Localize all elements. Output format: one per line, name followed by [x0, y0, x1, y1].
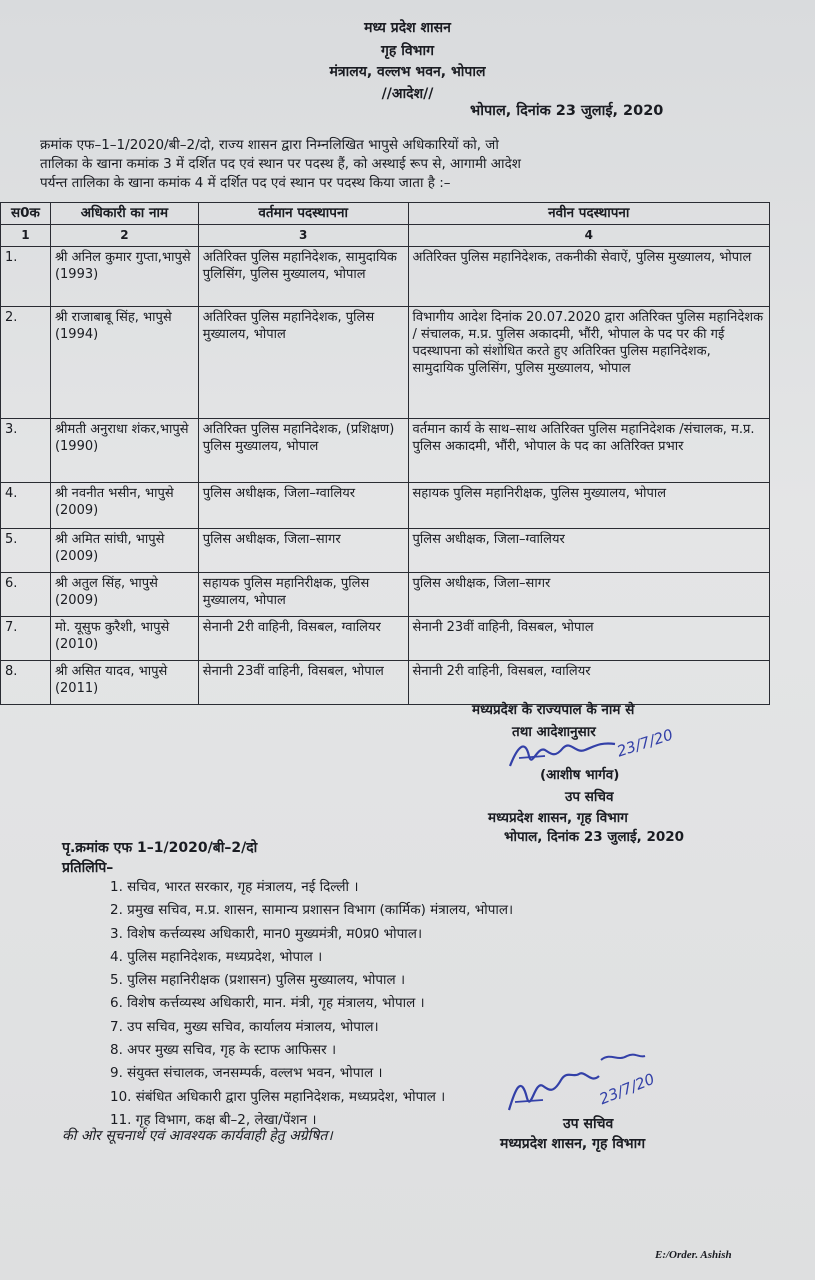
- authority-line-2: तथा आदेशानुसार: [512, 724, 596, 740]
- col-header-current: वर्तमान पदस्थापना: [198, 203, 408, 225]
- copy-label: प्रतिलिपि–: [62, 860, 114, 876]
- table-row: [1, 529, 770, 573]
- cell-new: सेनानी 2री वाहिनी, विसबल, ग्वालियर: [408, 661, 769, 705]
- list-item: 4. पुलिस महानिदेशक, मध्यप्रदेश, भोपाल ।: [110, 948, 323, 965]
- cell-name: श्री अनिल कुमार गुप्ता,भापुसे (1993): [50, 247, 198, 307]
- header-line-department: गृह विभाग: [381, 43, 434, 59]
- footer-file-ref: E:/Order. Ashish: [655, 1249, 732, 1261]
- copy-list: [110, 876, 513, 1132]
- order-date: भोपाल, दिनांक 23 जुलाई, 2020: [470, 103, 664, 119]
- table-number-row: [1, 225, 770, 247]
- list-item: 10. संबंधित अधिकारी द्वारा पुलिस महानिदेशक, मध्यप्रदेश, भोपाल ।: [110, 1088, 446, 1105]
- table-row: [1, 307, 770, 419]
- list-item: 7. उप सचिव, मुख्य सचिव, कार्यालय मंत्रालय, भोपाल।: [110, 1018, 379, 1035]
- cell-current: पुलिस अधीक्षक, जिला–ग्वालियर: [198, 483, 408, 529]
- table-row: [1, 419, 770, 483]
- cell-sno: 5.: [1, 529, 51, 573]
- cell-new: पुलिस अधीक्षक, जिला–सागर: [408, 573, 769, 617]
- list-item: 6. विशेष कर्त्तव्यस्थ अधिकारी, मान. मंत्री, गृह मंत्रालय, भोपाल ।: [110, 995, 425, 1012]
- col-number: 2: [50, 225, 198, 247]
- cell-new: पुलिस अधीक्षक, जिला–ग्वालियर: [408, 529, 769, 573]
- table-row: [1, 247, 770, 307]
- handwritten-date-1: 23/7/20: [614, 725, 676, 761]
- cell-sno: 6.: [1, 573, 51, 617]
- table-row: [1, 573, 770, 617]
- col-number: 1: [1, 225, 51, 247]
- cell-sno: 7.: [1, 617, 51, 661]
- col-header-sno: स0क: [1, 203, 51, 225]
- cell-current: पुलिस अधीक्षक, जिला–सागर: [198, 529, 408, 573]
- copy-reference: पृ.क्रमांक एफ 1–1/2020/बी–2/दो: [62, 840, 258, 856]
- cell-sno: 2.: [1, 307, 51, 419]
- posting-table: [0, 202, 770, 705]
- table-row: [1, 483, 770, 529]
- cell-current: सेनानी 23वीं वाहिनी, विसबल, भोपाल: [198, 661, 408, 705]
- cell-sno: 8.: [1, 661, 51, 705]
- closing-line: की ओर सूचनार्थ एवं आवश्यक कार्यवाही हेतु अग्रेषित।: [62, 1128, 333, 1144]
- col-header-new: नवीन पदस्थापना: [408, 203, 769, 225]
- signatory2-designation: उप सचिव: [563, 1116, 614, 1132]
- list-item: 2. प्रमुख सचिव, म.प्र. शासन, सामान्य प्रशासन विभाग (कार्मिक) मंत्रालय, भोपाल।: [110, 902, 514, 919]
- cell-sno: 4.: [1, 483, 51, 529]
- header-line-state: मध्य प्रदेश शासन: [364, 20, 451, 36]
- cell-name: श्रीमती अनुराधा शंकर,भापुसे (1990): [50, 419, 198, 483]
- header-line-address: मंत्रालय, वल्लभ भवन, भोपाल: [329, 64, 486, 80]
- cell-name: श्री राजाबाबू सिंह, भापुसे (1994): [50, 307, 198, 419]
- cell-name: श्री नवनीत भसीन, भापुसे (2009): [50, 483, 198, 529]
- signatory-name: (आशीष भार्गव): [540, 767, 620, 783]
- col-number: 3: [198, 225, 408, 247]
- list-item: 3. विशेष कर्त्तव्यस्थ अधिकारी, मान0 मुख्यमंत्री, म0प्र0 भोपाल।: [110, 925, 423, 942]
- list-item: 8. अपर मुख्य सचिव, गृह के स्टाफ आफिसर ।: [110, 1042, 337, 1059]
- handwritten-date-2: 23/7/20: [596, 1069, 658, 1109]
- cell-new: विभागीय आदेश दिनांक 20.07.2020 द्वारा अतिरिक्त पुलिस महानिदेशक / संचालक, म.प्र. पुलिस अकादमी, भौंरी, भोपाल के पद पर की गई पदस्थापना को संशोधित करते हुए अतिरिक्त पुलिस महानिदेशक, सामुदायिक पुलिसिंग, पुलिस मुख्यालय, भोपाल: [408, 307, 769, 419]
- signatory2-department: मध्यप्रदेश शासन, गृह विभाग: [500, 1136, 646, 1152]
- cell-current: अतिरिक्त पुलिस महानिदेशक, (प्रशिक्षण) पुलिस मुख्यालय, भोपाल: [198, 419, 408, 483]
- intro-line: क्रमांक एफ–1–1/2020/बी–2/दो, राज्य शासन द्वारा निम्नलिखित भापुसे अधिकारियों को, जो: [40, 137, 499, 153]
- cell-new: सहायक पुलिस महानिरीक्षक, पुलिस मुख्यालय, भोपाल: [408, 483, 769, 529]
- cell-new: वर्तमान कार्य के साथ–साथ अतिरिक्त पुलिस महानिदेशक /संचालक, म.प्र. पुलिस अकादमी, भौंरी, भोपाल के पद का अतिरिक्त प्रभार: [408, 419, 769, 483]
- cell-current: सहायक पुलिस महानिरीक्षक, पुलिस मुख्यालय, भोपाल: [198, 573, 408, 617]
- signatory-date: भोपाल, दिनांक 23 जुलाई, 2020: [504, 829, 685, 845]
- cell-sno: 1.: [1, 247, 51, 307]
- cell-name: श्री अमित सांघी, भापुसे (2009): [50, 529, 198, 573]
- header-line-order: //आदेश//: [381, 86, 434, 102]
- col-number: 4: [408, 225, 769, 247]
- signatory-designation: उप सचिव: [565, 789, 614, 805]
- cell-new: अतिरिक्त पुलिस महानिदेशक, तकनीकी सेवाऐं, पुलिस मुख्यालय, भोपाल: [408, 247, 769, 307]
- list-item: 11. गृह विभाग, कक्ष बी–2, लेखा/पेंशन ।: [110, 1111, 317, 1128]
- col-header-name: अधिकारी का नाम: [50, 203, 198, 225]
- cell-current: अतिरिक्त पुलिस महानिदेशक, पुलिस मुख्यालय, भोपाल: [198, 307, 408, 419]
- table-header-row: [1, 203, 770, 225]
- cell-new: सेनानी 23वीं वाहिनी, विसबल, भोपाल: [408, 617, 769, 661]
- cell-current: सेनानी 2री वाहिनी, विसबल, ग्वालियर: [198, 617, 408, 661]
- intro-paragraph: [40, 136, 716, 193]
- cell-name: श्री असित यादव, भापुसे (2011): [50, 661, 198, 705]
- intro-line: तालिका के खाना कमांक 3 में दर्शित पद एवं स्थान पर पदस्थ हैं, को अस्थाई रूप से, आगामी आदेश: [40, 156, 521, 172]
- cell-sno: 3.: [1, 419, 51, 483]
- signatory-department: मध्यप्रदेश शासन, गृह विभाग: [488, 810, 628, 826]
- cell-current: अतिरिक्त पुलिस महानिदेशक, सामुदायिक पुलिसिंग, पुलिस मुख्यालय, भोपाल: [198, 247, 408, 307]
- intro-line: पर्यन्त तालिका के खाना कमांक 4 में दर्शित पद एवं स्थान पर पदस्थ किया जाता है :–: [40, 175, 451, 191]
- list-item: 1. सचिव, भारत सरकार, गृह मंत्रालय, नई दिल्ली ।: [110, 879, 359, 895]
- authority-line: मध्यप्रदेश के राज्यपाल के नाम से: [472, 702, 635, 718]
- list-item: 5. पुलिस महानिरीक्षक (प्रशासन) पुलिस मुख्यालय, भोपाल ।: [110, 972, 406, 989]
- table-row: [1, 661, 770, 705]
- table-row: [1, 617, 770, 661]
- cell-name: श्री अतुल सिंह, भापुसे (2009): [50, 573, 198, 617]
- cell-name: मो. यूसुफ कुरैशी, भापुसे (2010): [50, 617, 198, 661]
- list-item: 9. संयुक्त संचालक, जनसम्पर्क, वल्लभ भवन, भोपाल ।: [110, 1065, 383, 1082]
